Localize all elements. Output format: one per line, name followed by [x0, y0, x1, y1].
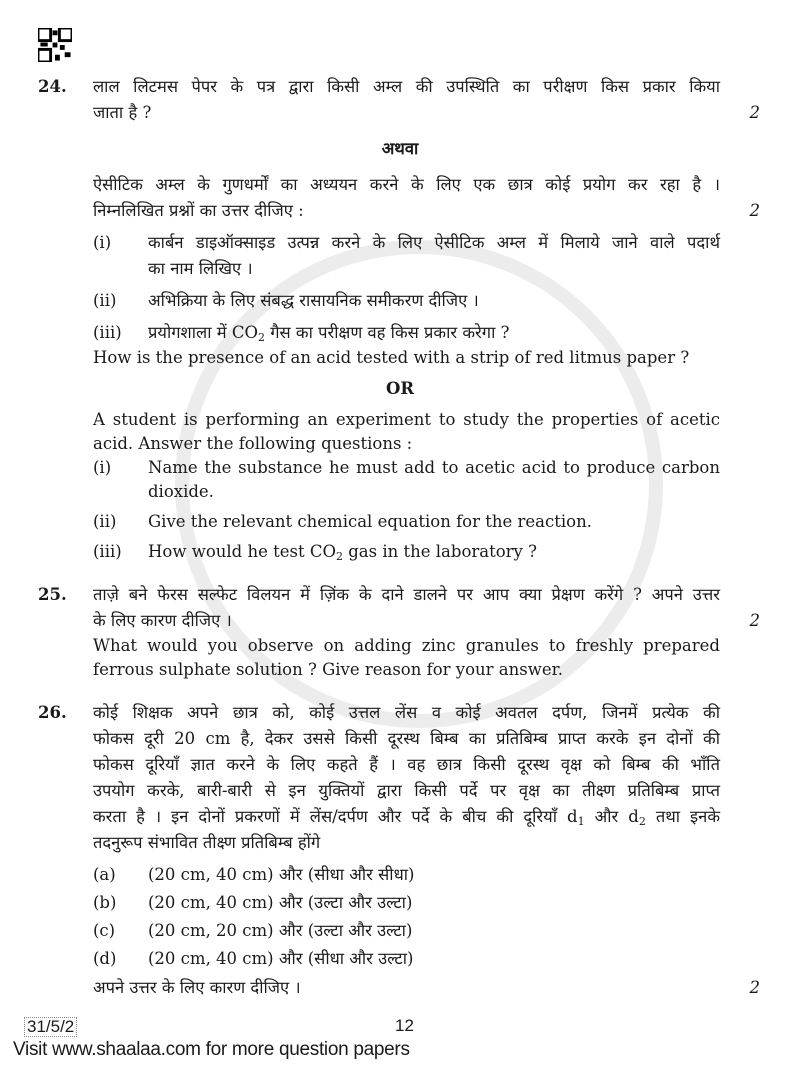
q26-line-text: तदनुरूप संभावित तीक्ष्ण प्रतिबिम्ब होंगे [93, 833, 321, 852]
q24-alt-english-line [93, 408, 800, 432]
text: gas in the laboratory ? [343, 542, 537, 561]
marks: 2 [749, 103, 760, 122]
subscript: 2 [638, 815, 646, 828]
q26-line-text: कोई शिक्षक अपने छात्र को, कोई उत्तल लेंस व कोई अवतल दर्पण, जिनमें प्रत्येक की [93, 703, 720, 722]
q26-line [38, 700, 800, 726]
q24-alt-english-text: A student is performing an experiment to study the properties of acetic [93, 410, 720, 429]
page-content [0, 28, 800, 1061]
q25-hindi-line: ताज़े बने फेरस सल्फेट विलयन में ज़िंक के दाने डालने पर आप क्या प्रेक्षण करेंगे ? अपने उत्तर [93, 585, 720, 604]
q24-hindi-line: जाता है ? [93, 103, 152, 122]
q26-line [93, 830, 800, 856]
item-text: अभिक्रिया के लिए संबद्ध रासायनिक समीकरण दीजिए । [148, 291, 479, 310]
question-number: 26. [38, 703, 67, 722]
q24-line [38, 74, 800, 100]
text: तथा इनके [645, 807, 720, 826]
q26-line-text: उपयोग करके, बारी-बारी से इन युक्तियों द्वारा किसी पर्दे पर वृक्ष का तीक्ष्ण प्रतिबिम्ब प्राप्त [93, 781, 720, 800]
or-heading-hindi: अथवा [381, 139, 419, 158]
option-item [93, 890, 800, 916]
option-text: (20 cm, 20 cm) और (उल्टा और उल्टा) [148, 921, 413, 940]
paper-code: 31/5/2 [24, 1017, 77, 1037]
option-item [93, 946, 800, 972]
item-label: (i) [93, 458, 112, 477]
item-text-line: का नाम लिखिए । [148, 259, 253, 278]
list-item [93, 540, 800, 564]
q24-alt-line [93, 172, 800, 198]
item-text: Give the relevant chemical equation for the reaction. [148, 512, 592, 531]
q24-english: How is the presence of an acid tested with a strip of red litmus paper ? [93, 348, 690, 367]
page-number: 12 [395, 1016, 414, 1035]
q25-english-line [93, 658, 800, 682]
q26-line [93, 804, 800, 830]
footer [0, 1017, 800, 1061]
text: प्रयोगशाला में CO [148, 323, 258, 342]
q24-alt-line-text: ऐसीटिक अम्ल के गुणधर्मों का अध्ययन करने के लिए एक छात्र कोई प्रयोग कर रहा है । [93, 175, 720, 194]
q26-line-text [93, 804, 720, 830]
list-item [93, 510, 800, 534]
q25-line [93, 608, 800, 634]
subscript: 2 [336, 550, 343, 563]
q24-hindi-line: लाल लिटमस पेपर के पत्र द्वारा किसी अम्ल की उपस्थिति का परीक्षण किस प्रकार किया [93, 77, 720, 96]
item-text [148, 456, 720, 504]
text: करता है । इन दोनों प्रकरणों में लेंस/दर्पण और पर्दे के बीच की दूरियाँ d [93, 807, 578, 826]
q26-line-text: फोकस दूरी 20 cm है, देकर उससे किसी दूरस्थ बिम्ब का प्रतिबिम्ब प्राप्त करके इन दोनों की [93, 729, 720, 748]
list-item [93, 320, 800, 346]
q25-english-text: What would you observe on adding zinc granules to freshly prepared [93, 636, 720, 655]
option-text: (20 cm, 40 cm) और (सीधा और सीधा) [148, 865, 415, 884]
option-text: (20 cm, 40 cm) और (सीधा और उल्टा) [148, 949, 414, 968]
option-item [93, 918, 800, 944]
q25-english-line [93, 634, 800, 658]
item-text-line: Name the substance he must add to acetic acid to produce carbon [148, 458, 720, 477]
item-text [148, 540, 720, 564]
q24-alt-line-text: निम्नलिखित प्रश्नों का उत्तर दीजिए : [93, 201, 304, 220]
text: गैस का परीक्षण वह किस प्रकार करेगा ? [264, 323, 510, 342]
option-item [93, 862, 800, 888]
item-text-line: dioxide. [148, 482, 214, 501]
q25-hindi-line: के लिए कारण दीजिए । [93, 611, 232, 630]
q26-line [93, 778, 800, 804]
text: How would he test CO [148, 542, 336, 561]
item-text-line: कार्बन डाइऑक्साइड उत्पन्न करने के लिए ऐसीटिक अम्ल में मिलाये जाने वाले पदार्थ [148, 233, 720, 252]
q24-alt-english-text: acid. Answer the following questions : [93, 434, 413, 453]
text: और d [584, 807, 639, 826]
q26-line [93, 752, 800, 778]
q24-alt-line [93, 198, 800, 224]
q26-line-text: फोकस दूरियाँ ज्ञात करने के लिए कहते हैं । वह छात्र किसी दूरस्थ वृक्ष को बिम्ब की भाँति [93, 755, 720, 774]
option-text: (20 cm, 40 cm) और (उल्टा और उल्टा) [148, 893, 413, 912]
q24-line [93, 100, 800, 126]
qr-code-icon [38, 28, 72, 62]
option-label: (c) [93, 921, 116, 940]
subscript: 2 [257, 331, 265, 344]
marks: 2 [749, 201, 760, 220]
subscript: 1 [577, 815, 585, 828]
question-number: 24. [38, 77, 67, 96]
q24-alt-english-line [93, 432, 800, 456]
q26-line [93, 726, 800, 752]
visit-link[interactable]: Visit www.shaalaa.com for more question papers [13, 1039, 410, 1060]
footer-row [0, 1017, 800, 1039]
option-label: (d) [93, 949, 117, 968]
list-item [93, 230, 800, 282]
item-label: (iii) [93, 323, 122, 342]
marks: 2 [749, 978, 760, 997]
or-heading-english: OR [385, 379, 415, 398]
question-number: 25. [38, 585, 67, 604]
marks: 2 [749, 611, 760, 630]
item-text [148, 320, 720, 346]
item-label: (iii) [93, 542, 122, 561]
q24-english-line [93, 346, 800, 370]
list-item [93, 288, 800, 314]
q26-reason-line [93, 975, 800, 1001]
option-label: (b) [93, 893, 117, 912]
q25-line [38, 582, 800, 608]
option-label: (a) [93, 865, 116, 884]
q26-reason: अपने उत्तर के लिए कारण दीजिए । [93, 978, 301, 997]
item-label: (i) [93, 233, 112, 252]
list-item [93, 456, 800, 504]
item-text [148, 230, 720, 282]
item-label: (ii) [93, 512, 117, 531]
q25-english-text: ferrous sulphate solution ? Give reason for your answer. [93, 660, 563, 679]
item-label: (ii) [93, 291, 117, 310]
